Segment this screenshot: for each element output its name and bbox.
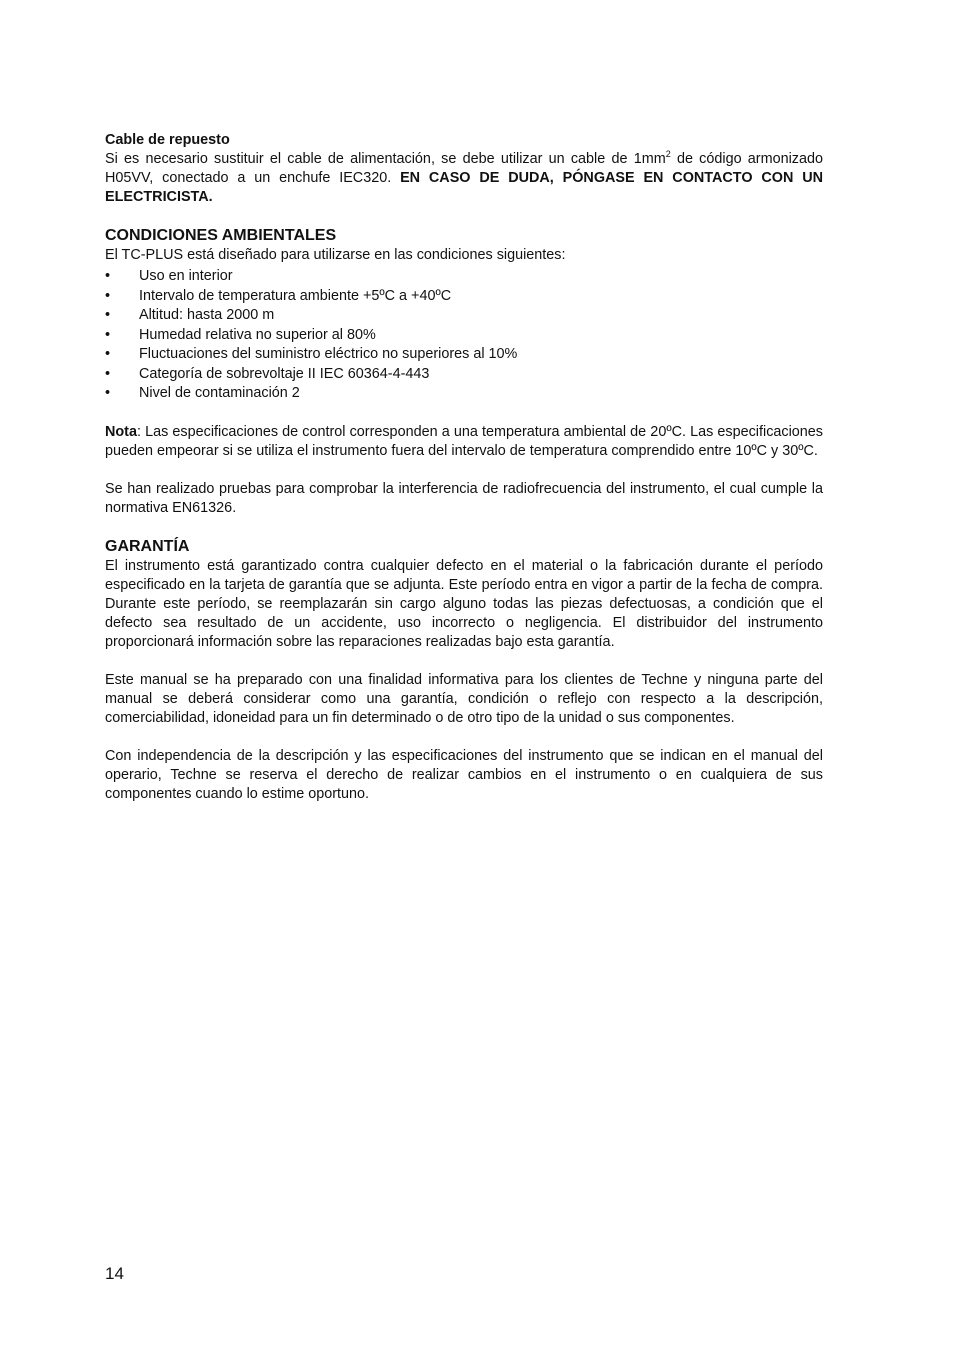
list-item: • Fluctuaciones del suministro eléctrico no superiores al 10% xyxy=(105,345,823,365)
note-label: Nota xyxy=(105,423,137,440)
spare-cable-heading: Cable de repuesto xyxy=(105,132,230,148)
bullet-icon: • xyxy=(105,385,111,401)
bullet-icon: • xyxy=(105,307,111,323)
list-item: • Humedad relativa no superior al 80% xyxy=(105,326,823,346)
page-number: 14 xyxy=(105,1264,124,1283)
bullet-icon: • xyxy=(105,365,111,382)
environmental-section xyxy=(105,226,823,518)
warranty-section xyxy=(105,537,823,804)
spare-cable-superscript: 2 xyxy=(665,149,671,159)
list-item: • Altitud: hasta 2000 m xyxy=(105,306,823,326)
bullet-icon: • xyxy=(105,346,111,362)
environmental-heading: CONDICIONES AMBIENTALES xyxy=(105,227,337,244)
spare-cable-paragraph xyxy=(105,150,823,207)
spare-cable-section xyxy=(105,131,823,207)
spare-cable-warning: EN CASO DE DUDA, PÓNGASE EN CONTACTO CON UN ELECTRICISTA. xyxy=(105,170,823,205)
warranty-paragraph-2: Este manual se ha preparado con una finalidad informativa para los clientes de Techne y ninguna parte del manual se deberá considerar como una garantía, condición o reflejo con respecto a la descripción, comerciabilidad, idoneidad para un fin determinado o de otro tipo de la unidad o sus componentes. xyxy=(105,671,823,726)
bullet-icon: • xyxy=(105,287,111,304)
list-item: • Categoría de sobrevoltaje II IEC 60364-4-443 xyxy=(105,365,823,385)
rf-paragraph: Se han realizado pruebas para comprobar la interferencia de radiofrecuencia del instrumento, el cual cumple la normativa EN61326. xyxy=(105,480,823,516)
list-item: • Nivel de contaminación 2 xyxy=(105,384,823,404)
note-text: : Las especificaciones de control corresponden a una temperatura ambiental de 20ºC. Las especificaciones pueden empeorar si se utiliza el instrumento fuera del intervalo de temperatura comprendido entre 10ºC y 30ºC. xyxy=(105,423,823,459)
warranty-heading: GARANTÍA xyxy=(105,537,190,555)
bullet-icon: • xyxy=(105,326,111,343)
bullet-icon: • xyxy=(105,268,111,284)
spare-cable-text-2: de código armonizado H05VV, conectado a un enchufe IEC320. xyxy=(105,151,823,186)
document-page xyxy=(105,131,823,804)
spare-cable-text-1: Si es necesario sustituir el cable de alimentación, se debe utilizar un cable de 1mm xyxy=(105,151,666,167)
warranty-paragraph-1: El instrumento está garantizado contra cualquier defecto en el material o la fabricación durante el período especificado en la tarjeta de garantía que se adjunta. Este período entra en vigor a partir de la fecha de compra. Durante este período, se reemplazarán sin cargo alguno todas las piezas defectuosas, a condición que el defecto sea resultado de un accidente, uso incorrecto o negligencia. El distribuidor del instrumento proporcionará información sobre las reparaciones realizadas bajo esta garantía. xyxy=(105,557,823,650)
warranty-paragraph-3: Con independencia de la descripción y las especificaciones del instrumento que se indican en el manual del operario, Techne se reserva el derecho de realizar cambios en el instrumento o en cualquiera de sus componentes cuando lo estime oportuno. xyxy=(105,747,823,802)
environmental-intro: El TC-PLUS está diseñado para utilizarse en las condiciones siguientes: xyxy=(105,247,566,263)
list-item: • Uso en interior xyxy=(105,267,823,287)
conditions-list xyxy=(105,267,823,404)
list-item: • Intervalo de temperatura ambiente +5ºC a +40ºC xyxy=(105,287,823,307)
note-paragraph xyxy=(105,423,823,461)
